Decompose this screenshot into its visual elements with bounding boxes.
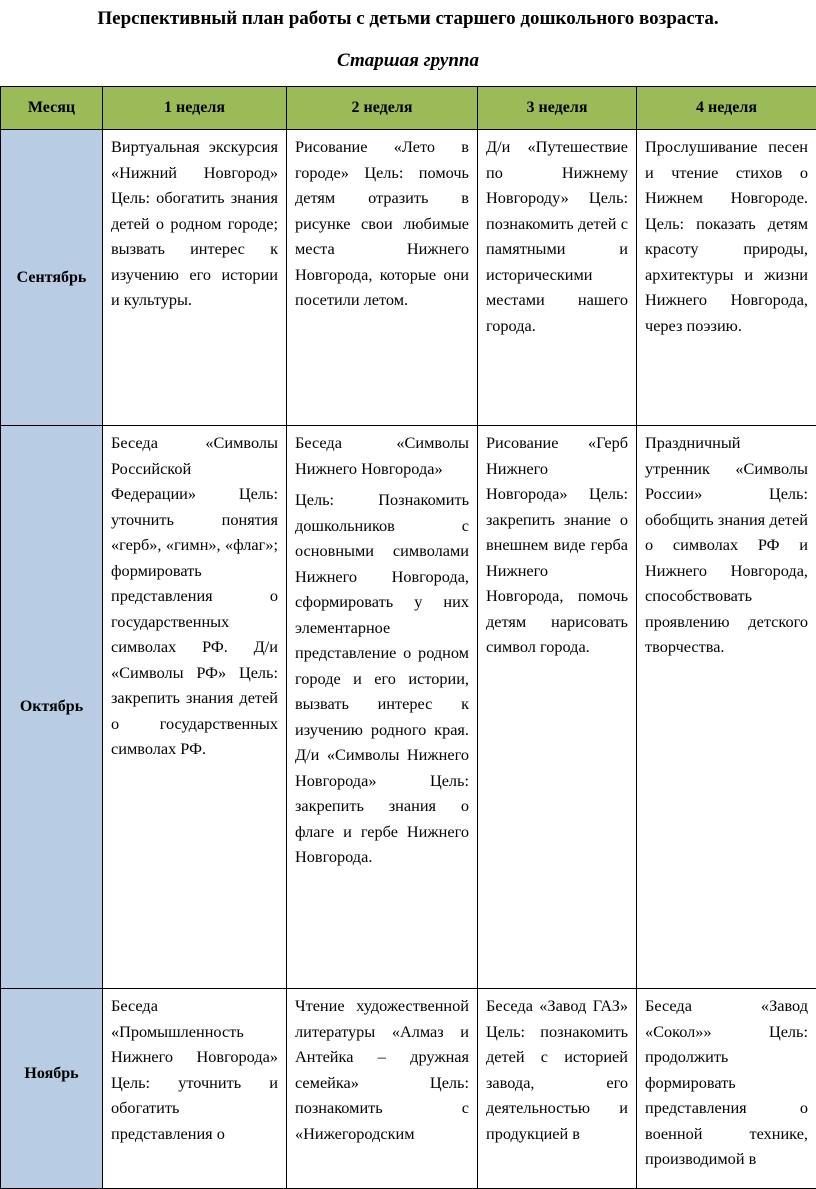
week-cell: Виртуальная экскурсия «Нижний Новгород» Цель: обогатить знания детей о родном городе; вызвать интерес к изучению его истории и культуры. [103,130,287,426]
week-cell: Беседа «Промышленность Нижнего Новгорода» Цель: уточнить и обогатить представления о [103,989,287,1189]
header-week-1: 1 неделя [103,87,287,130]
week-cell: Беседа «Символы Российской Федерации» Цель: уточнить понятия «герб», «гимн», «флаг»; формировать представления о государственных символах РФ. Д/и «Символы РФ» Цель: закрепить знания детей о государственных символах РФ. [103,426,287,989]
header-week-4: 4 неделя [637,87,816,130]
week-cell: Беседа «Завод «Сокол»» Цель: продолжить формировать представления о военной технике, производимой в [637,989,816,1189]
table-row-november [1,989,816,1189]
header-month: Месяц [1,87,103,130]
week-cell-body: Цель: Познакомить дошкольников с основными символами Нижнего Новгорода, сформировать у них элементарное представление о родном городе и его истории, вызвать интерес к изучению родного края. Д/и «Символы Нижнего Новгорода» Цель: закрепить знания о флаге и гербе Нижнего Новгорода. [295,490,469,866]
header-week-2: 2 неделя [287,87,478,130]
table-row-september [1,130,816,426]
month-cell: Сентябрь [1,130,103,426]
header-row [1,87,816,130]
week-cell: Д/и «Путешествие по Нижнему Новгороду» Цель: познакомить детей с памятными и историческими местами нашего города. [478,130,637,426]
table-row-october [1,426,816,989]
week-cell-heading: Беседа «Символы Нижнего Новгорода» [295,433,469,478]
week-cell [287,426,478,989]
header-week-3: 3 неделя [478,87,637,130]
document-subtitle: Старшая группа [0,50,816,72]
week-cell: Прослушивание песен и чтение стихов о Нижнем Новгороде. Цель: показать детям красоту природы, архитектуры и жизни Нижнего Новгорода, через поэзию. [637,130,816,426]
week-cell: Беседа «Завод ГАЗ» Цель: познакомить детей с историей завода, его деятельностью и продукцией в [478,989,637,1189]
week-cell: Рисование «Герб Нижнего Новгорода» Цель: закрепить знание о внешнем виде герба Нижнего Новгорода, помочь детям нарисовать символ города. [478,426,637,989]
month-cell: Ноябрь [1,989,103,1189]
plan-table [0,86,816,1189]
week-cell: Праздничный утренник «Символы России» Цель: обобщить знания детей о символах РФ и Нижнего Новгорода, способствовать проявлению детского творчества. [637,426,816,989]
week-cell: Рисование «Лето в городе» Цель: помочь детям отразить в рисунке свои любимые места Нижнего Новгорода, которые они посетили летом. [287,130,478,426]
document-title: Перспективный план работы с детьми старшего дошкольного возраста. [0,8,816,30]
week-cell: Чтение художественной литературы «Алмаз и Антейка – дружная семейка» Цель: познакомить с «Нижегородским [287,989,478,1189]
month-cell: Октябрь [1,426,103,989]
